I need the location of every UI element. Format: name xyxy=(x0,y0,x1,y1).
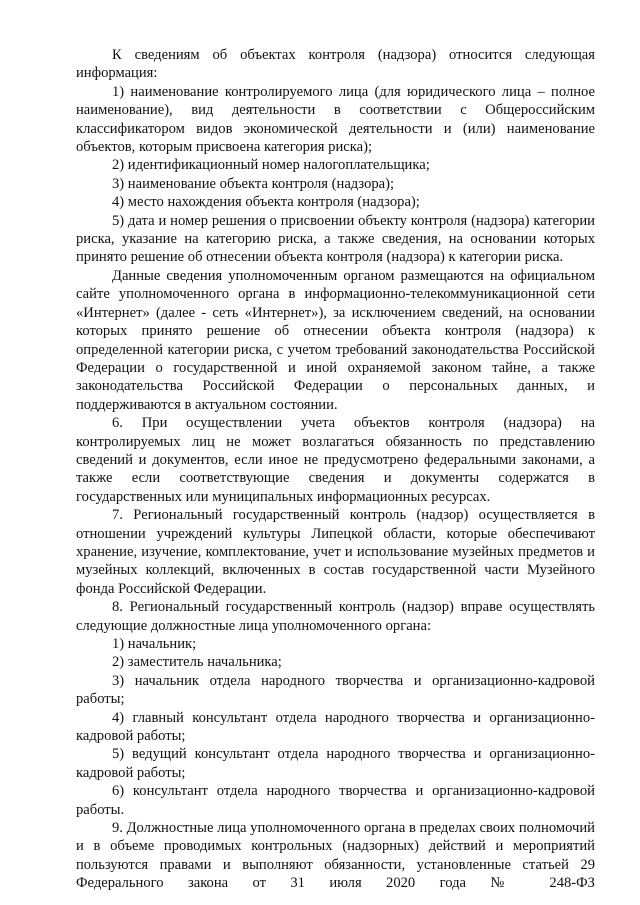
official-item-1: 1) начальник; xyxy=(112,636,197,652)
official-item-5: 5) ведущий консультант отдела народного творчества и организационно-кадровой работы; xyxy=(76,746,595,781)
intro-paragraph: К сведениям об объектах контроля (надзора) относится следующая информация: xyxy=(76,47,595,82)
list-item-2: 2) идентификационный номер налогоплательщика; xyxy=(112,157,430,174)
publication-paragraph: Данные сведения уполномоченным органом размещаются на официальном сайте уполномоченного органа в информационно-телекоммуникационной сети «Интернет» (далее - сеть «Интернет»), за исключением сведений, на основании которых принято решение об отнесении объекта контроля (надзора) к определенной категории риска, с учетом требований законодательства Российской Федерации о государственной и иной охраняемой законом тайне, а также законодательства Российской Федерации о персональных данных, и поддерживаются в актуальном состоянии. xyxy=(76,267,595,413)
official-item-4: 4) главный консультант отдела народного творчества и организационно-кадровой работы; xyxy=(76,709,595,745)
list-item-3: 3) наименование объекта контроля (надзора); xyxy=(112,175,395,192)
clause-7: 7. Региональный государственный контроль (надзор) осуществляется в отношении учреждений культуры Липецкой области, которые обеспечивают хранение, изучение, комплектование, учет и использование музейных предметов и музейных коллекций, включенных в состав государственной части Музейного фонда Российской Федерации. xyxy=(76,507,595,597)
official-item-2: 2) заместитель начальника; xyxy=(112,654,282,671)
document-page xyxy=(76,46,595,893)
list-item-4: 4) место нахождения объекта контроля (надзора); xyxy=(112,194,420,211)
list-item-1: 1) наименование контролируемого лица (для юридического лица – полное наименование), вид деятельности в соответствии с Общероссийским классификатором видов экономической деятельности и (или) наименование объектов, которым присвоена категория риска); xyxy=(76,83,595,156)
list-item-5: 5) дата и номер решения о присвоении объекту контроля (надзора) категории риска, указание на категорию риска, а также сведения, на основании которых принято решение об отнесении объекта контроля (надзора) к категории риска. xyxy=(76,212,595,266)
clause-8: 8. Региональный государственный контроль (надзор) вправе осуществлять следующие должностные лица уполномоченного органа: xyxy=(76,599,595,634)
official-item-6: 6) консультант отдела народного творчества и организационно-кадровой работы. xyxy=(76,783,595,818)
clause-9: 9. Должностные лица уполномоченного органа в пределах своих полномочий и в объеме проводимых контрольных (надзорных) действий и мероприятий пользуются правами и выполняют обязанности, установленные статьей 29 Федерального закона от 31 июля 2020 года № 248-ФЗ xyxy=(76,820,595,892)
official-item-3: 3) начальник отдела народного творчества и организационно-кадровой работы; xyxy=(76,672,595,708)
clause-6: 6. При осуществлении учета объектов контроля (надзора) на контролируемых лиц не может возлагаться обязанность по представлению сведений и документов, если иное не предусмотрено федеральными законами, а также если соответствующие сведения и документы содержатся в государственных или муниципальных информационных ресурсах. xyxy=(76,415,595,505)
